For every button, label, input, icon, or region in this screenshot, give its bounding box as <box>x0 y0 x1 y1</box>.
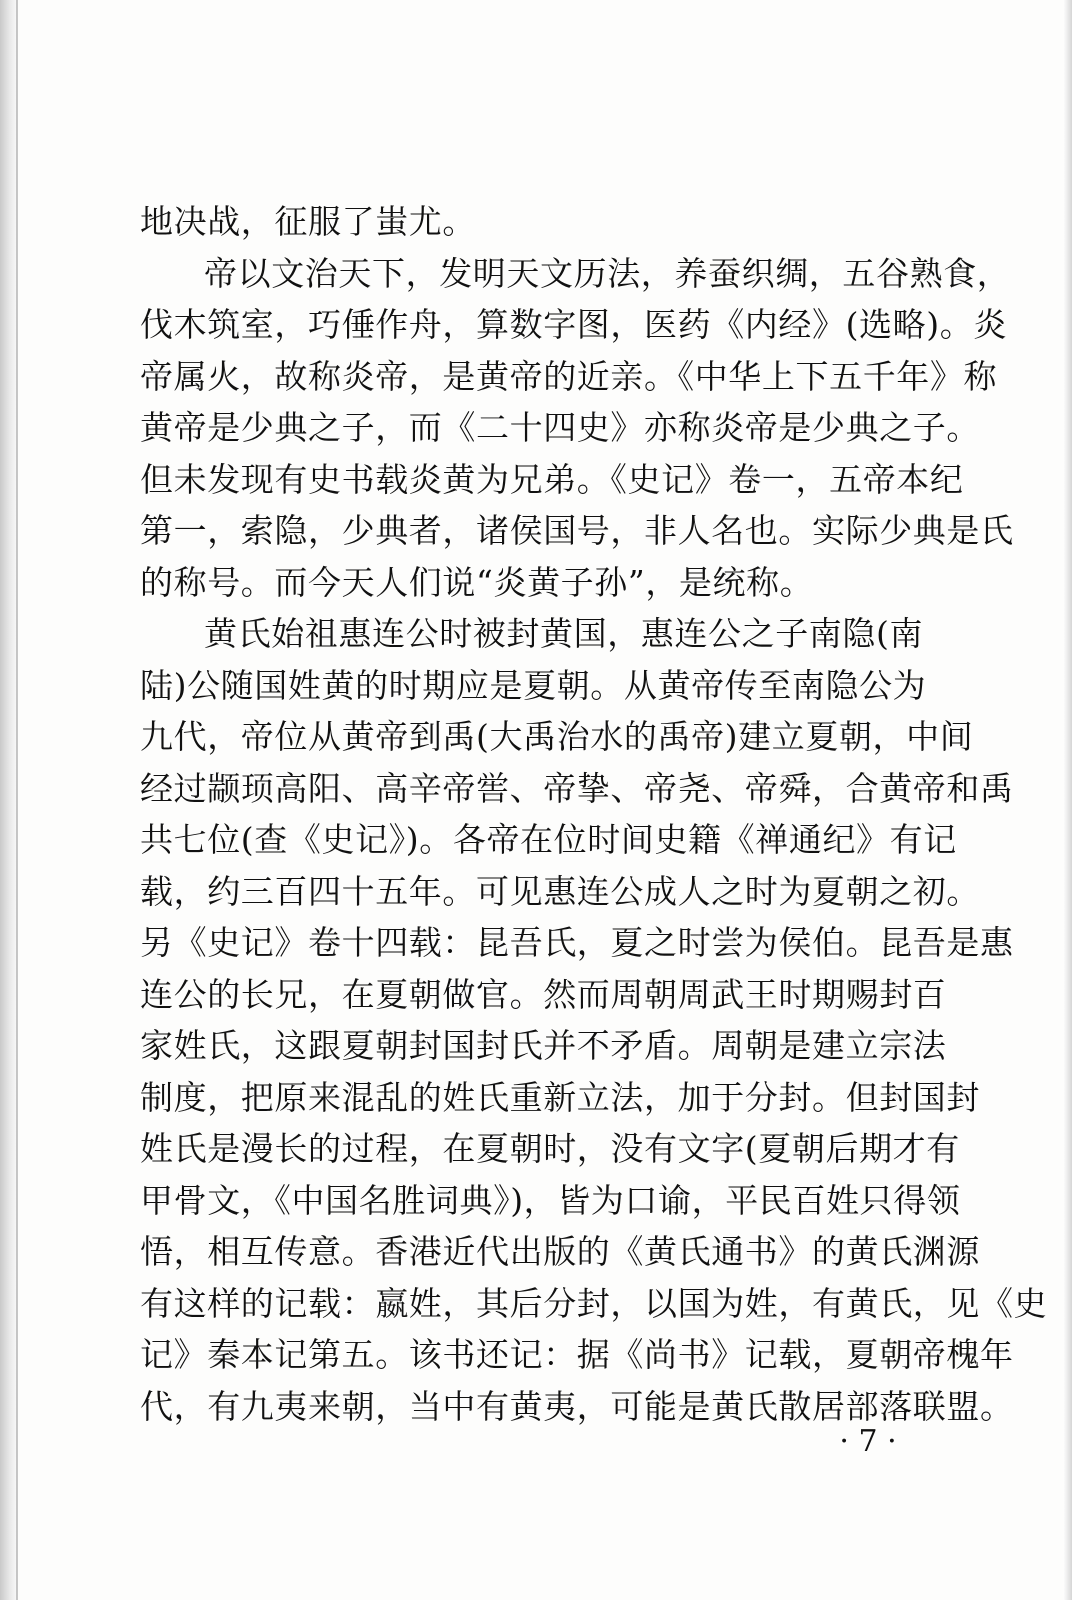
text-line: 帝属火，故称炎帝，是黄帝的近亲。《中华上下五千年》称 <box>140 356 998 396</box>
text-line: 代，有九夷来朝，当中有黄夷，可能是黄氏散居部落联盟。 <box>140 1386 1014 1426</box>
text-line: 家姓氏，这跟夏朝封国封氏并不矛盾。周朝是建立宗法 <box>140 1026 947 1065</box>
text-line: 但未发现有史书载炎黄为兄弟。《史记》卷一，五帝本纪 <box>140 459 964 499</box>
text-line: 悟，相互传意。香港近代出版的《黄氏通书》的黄氏渊源 <box>140 1232 980 1271</box>
text-line: 伐木筑室，巧倕作舟，算数字图，医药《内经》(选略)。炎 <box>140 305 1007 344</box>
text-line: 连公的长兄，在夏朝做官。然而周朝周武王时期赐封百 <box>140 974 947 1014</box>
text-line: 共七位(查《史记》)。各帝在位时间史籍《禅通纪》有记 <box>140 820 957 859</box>
text-line: 另《史记》卷十四载：昆吾氏，夏之时尝为侯伯。昆吾是惠 <box>140 923 1014 962</box>
text-line: 黄氏始祖惠连公时被封黄国，惠连公之子南隐(南 <box>204 614 924 653</box>
text-line: 第一，索隐，少典者，诸侯国号，非人名也。实际少典是氏 <box>140 511 1014 550</box>
text-line: 记》秦本记第五。该书还记：据《尚书》记载，夏朝帝槐年 <box>140 1335 1014 1374</box>
text-line: 制度，把原来混乱的姓氏重新立法，加于分封。但封国封 <box>140 1077 980 1117</box>
text-line: 的称号。而今天人们说“炎黄子孙”，是统称。 <box>140 562 814 602</box>
text-line: 经过颛顼高阳、高辛帝喾、帝挚、帝尧、帝舜，合黄帝和禹 <box>140 768 1014 808</box>
page-edge-line <box>16 0 18 1600</box>
text-line: 帝以文治天下，发明天文历法，养蚕织绸，五谷熟食， <box>204 253 1011 293</box>
text-line: 姓氏是漫长的过程，在夏朝时，没有文字(夏朝后期才有 <box>140 1129 960 1168</box>
page-number: · 7 · <box>839 1424 897 1459</box>
text-line: 甲骨文，《中国名胜词典》)，皆为口谕，平民百姓只得领 <box>140 1180 961 1220</box>
text-line: 有这样的记载：嬴姓，其后分封，以国为姓，有黄氏，见《史 <box>140 1283 1048 1323</box>
body-text <box>140 196 1048 1432</box>
text-line: 载，约三百四十五年。可见惠连公成人之时为夏朝之初。 <box>140 871 980 911</box>
text-line: 九代，帝位从黄帝到禹(大禹治水的禹帝)建立夏朝，中间 <box>140 717 974 756</box>
text-line: 陆)公随国姓黄的时期应是夏朝。从黄帝传至南隐公为 <box>140 665 927 705</box>
page-right-edge <box>1064 0 1072 1600</box>
text-line: 地决战，征服了蚩尤。 <box>140 202 476 241</box>
text-line: 黄帝是少典之子，而《二十四史》亦称炎帝是少典之子。 <box>140 408 980 447</box>
